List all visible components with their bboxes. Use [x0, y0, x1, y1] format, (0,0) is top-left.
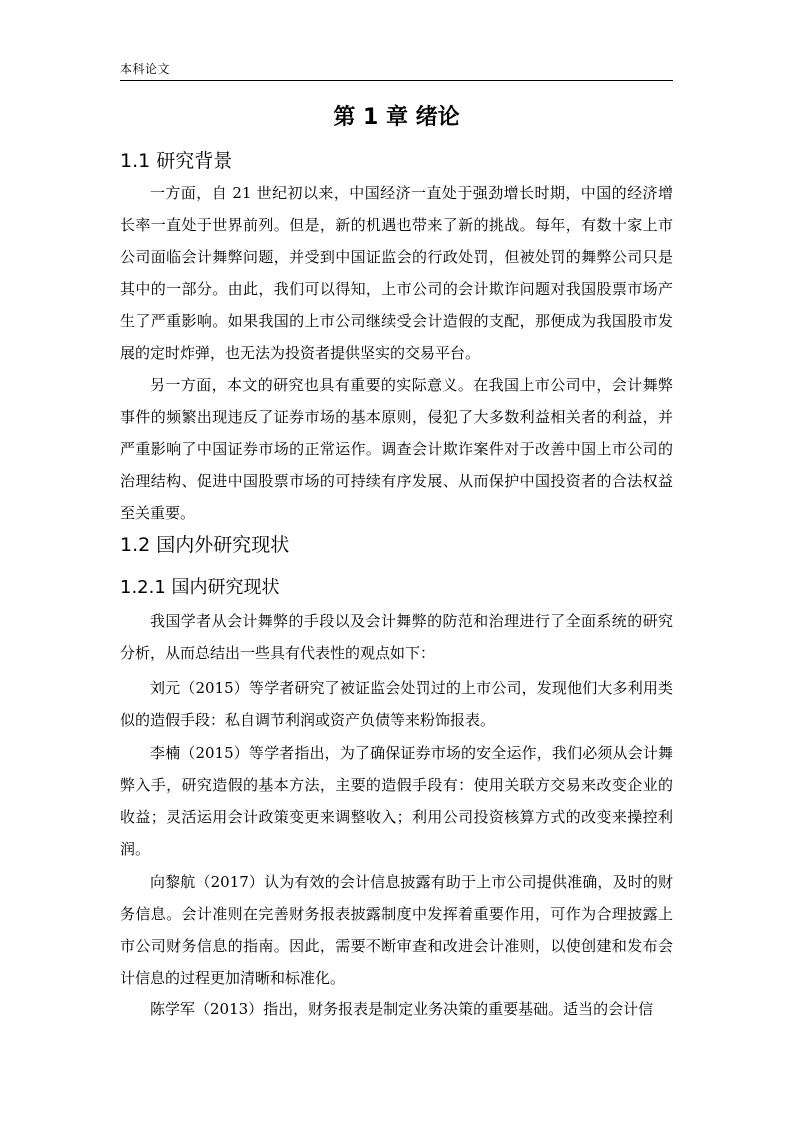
section-heading-1-1: 1.1 研究背景 — [120, 150, 233, 172]
paragraph-background-2: 另一方面，本文的研究也具有重要的实际意义。在我国上市公司中，会计舞弊事件的频繁出现违反了证券市场的基本原则，侵犯了大多数利益相关者的利益，并严重影响了中国证券市场的正常运作。调查会计欺诈案件对于改善中国上市公司的治理结构、促进中国股票市场的可持续有序发展、从而保护中国投资者的合法权益至关重要。 — [120, 376, 673, 522]
paragraph-domestic-2: 刘元（2015）等学者研究了被证监会处罚过的上市公司，发现他们大多利用类似的造假手段：私自调节利润或资产负债等来粉饰报表。 — [120, 679, 673, 729]
paragraph-domestic-3: 李楠（2015）等学者指出，为了确保证券市场的安全运作，我们必须从会计舞弊入手，研究造假的基本方法，主要的造假手段有：使用关联方交易来改变企业的收益；灵活运用会计政策变更来调整收入；利用公司投资核算方式的改变来操控利润。 — [120, 744, 673, 858]
running-header: 本科论文 — [120, 62, 171, 76]
subsection-heading-1-2-1: 1.2.1 国内研究现状 — [120, 577, 280, 598]
paragraph-domestic-5: 陈学军（2013）指出，财务报表是制定业务决策的重要基础。适当的会计信 — [150, 1000, 654, 1018]
header-rule — [120, 80, 673, 81]
paragraph-background-1: 一方面，自 21 世纪初以来，中国经济一直处于强劲增长时期，中国的经济增长率一直处于世界前列。但是，新的机遇也带来了新的挑战。每年，有数十家上市公司面临会计舞弊问题，并受到中国证监会的行政处罚，但被处罚的舞弊公司只是其中的一部分。由此，我们可以得知，上市公司的会计欺诈问题对我国股票市场产生了严重影响。如果我国的上市公司继续受会计造假的支配，那便成为我国股市发展的定时炸弹，也无法为投资者提供坚实的交易平台。 — [120, 184, 673, 362]
section-heading-1-2: 1.2 国内外研究现状 — [120, 534, 290, 556]
paragraph-domestic-1: 我国学者从会计舞弊的手段以及会计舞弊的防范和治理进行了全面系统的研究分析，从而总结出一些具有代表性的观点如下： — [120, 612, 673, 662]
chapter-title: 第 1 章 绪论 — [333, 105, 460, 130]
paragraph-domestic-4: 向黎航（2017）认为有效的会计信息披露有助于上市公司提供准确，及时的财务信息。会计准则在完善财务报表披露制度中发挥着重要作用，可作为合理披露上市公司财务信息的指南。因此，需要不断审查和改进会计准则，以使创建和发布会计信息的过程更加清晰和标准化。 — [120, 873, 673, 987]
